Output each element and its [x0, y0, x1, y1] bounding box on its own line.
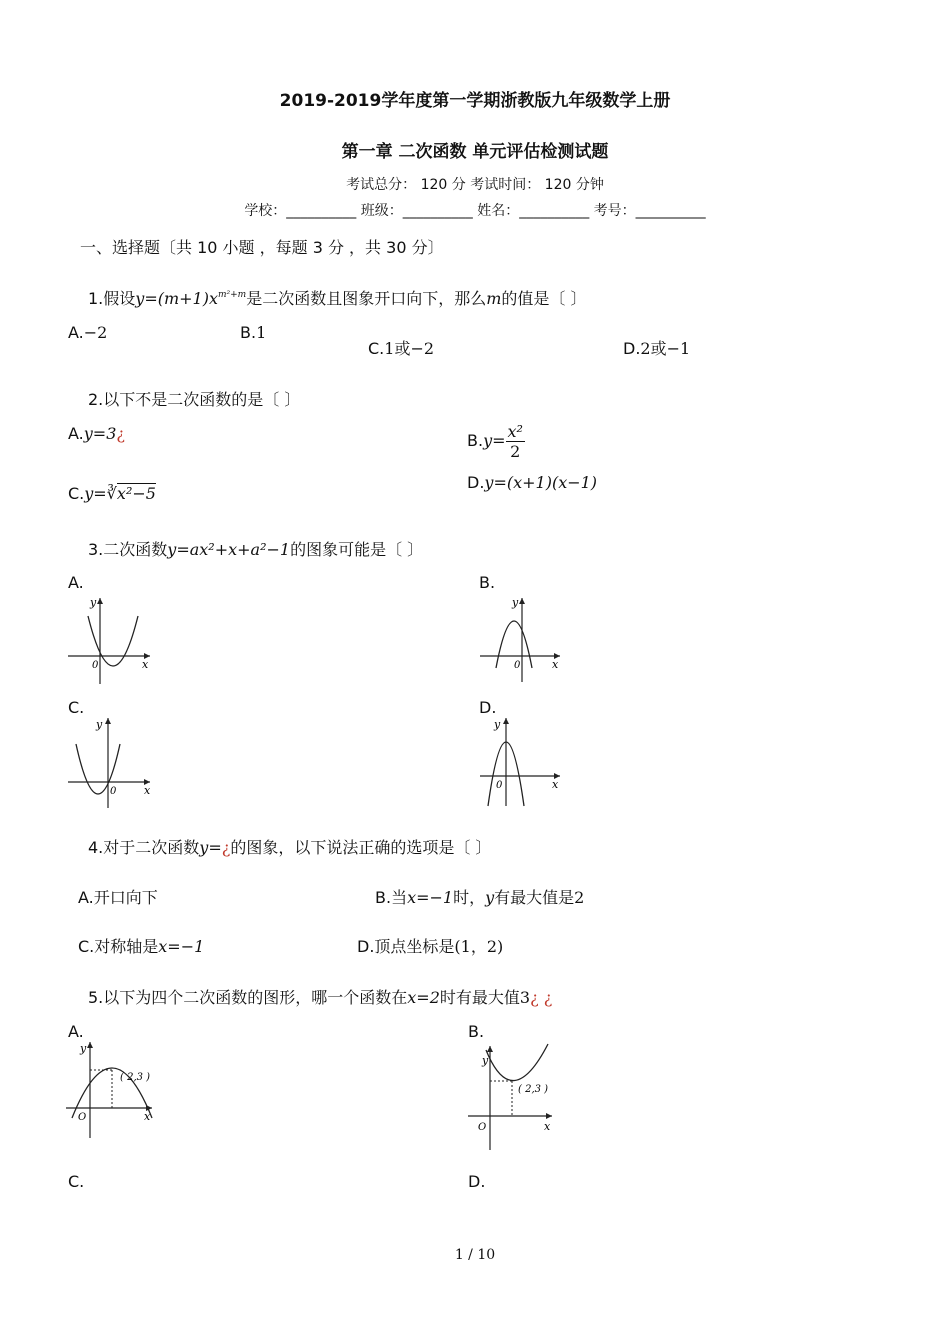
- q5-option-c-label[interactable]: C.: [68, 1172, 85, 1191]
- q2-option-c-label: C.: [68, 484, 85, 503]
- q2-option-b-numerator: x²: [507, 422, 523, 441]
- q4-option-b-value: 2: [574, 888, 585, 907]
- q3-b-origin-label: 0: [514, 660, 521, 671]
- q1-option-d-label: D.: [623, 339, 641, 358]
- q2-option-d[interactable]: [467, 473, 597, 492]
- q3-option-b-graph: [474, 592, 570, 686]
- q2-option-a-garble: ¿: [116, 424, 125, 443]
- q1-option-c-or: 或: [394, 339, 411, 358]
- q5-value: 3: [519, 988, 531, 1007]
- q5-b-origin-label: O: [478, 1122, 487, 1133]
- q2-option-c[interactable]: [68, 484, 156, 503]
- q5-a-y-label: y: [80, 1042, 87, 1055]
- q4-option-d-value: (1，2): [454, 937, 504, 956]
- q3-a-y-label: y: [90, 596, 97, 609]
- q1-number: 1.: [88, 289, 104, 308]
- q1-var: m: [486, 289, 502, 308]
- q4-option-b-text-2: 时，: [453, 888, 486, 907]
- q3-formula: y=ax²+x+a²−1: [167, 540, 291, 559]
- q2-option-a-label: A.: [68, 424, 84, 443]
- q1-option-d-value-1: 2: [640, 339, 651, 358]
- q2-option-d-label: D.: [467, 473, 485, 492]
- title-sub: 第一章 二次函数 单元评估检测试题: [341, 142, 609, 162]
- q5-option-d-label[interactable]: D.: [468, 1172, 486, 1191]
- q3-option-d-graph: [474, 714, 570, 808]
- q3-text-b: 的图象可能是〔 〕: [290, 540, 424, 559]
- q1-option-b[interactable]: [240, 323, 266, 342]
- q1-option-b-label: B.: [240, 323, 257, 342]
- q4-option-b-formula: x=−1: [407, 888, 454, 907]
- q5-text-b: 时有最大值: [439, 988, 520, 1007]
- q4-number: 4.: [88, 838, 104, 857]
- q3-d-x-label: x: [552, 778, 559, 791]
- q4-option-d-label: D.: [357, 937, 375, 956]
- q5-number: 5.: [88, 988, 104, 1007]
- q3-d-y-label: y: [494, 718, 501, 731]
- q4-option-c[interactable]: [78, 934, 204, 957]
- q1-option-d[interactable]: [623, 336, 690, 359]
- q5-a-origin-label: O: [78, 1112, 87, 1123]
- q3-c-y-label: y: [96, 718, 103, 731]
- q5-formula: x=2: [407, 988, 440, 1007]
- q3-c-origin-label: 0: [110, 786, 117, 797]
- q1-option-c-value-2: −2: [410, 339, 435, 358]
- q5-option-b-label[interactable]: B.: [468, 1022, 485, 1041]
- q2-option-b-denominator: 2: [510, 442, 521, 461]
- q1-text-c: 的值是〔 〕: [501, 289, 587, 308]
- q4-option-b-text-1: 当: [391, 888, 408, 907]
- q1-text-a: 假设: [103, 289, 136, 308]
- q1-option-d-value-2: −1: [666, 339, 691, 358]
- question-2: [88, 387, 300, 410]
- q4-option-a-text: 开口向下: [93, 888, 158, 907]
- q2-option-c-lhs: y=: [84, 484, 107, 503]
- q4-option-a[interactable]: [78, 885, 158, 908]
- q2-number: 2.: [88, 390, 104, 409]
- q3-option-c-label[interactable]: C.: [68, 698, 85, 717]
- q5-option-b-graph: [462, 1038, 572, 1154]
- q2-option-d-formula: y=(x+1)(x−1): [484, 473, 598, 492]
- q5-option-a-label[interactable]: A.: [68, 1022, 84, 1041]
- q5-text-a: 以下为四个二次函数的图形，哪一个函数在: [103, 988, 408, 1007]
- q2-option-a[interactable]: [68, 424, 125, 443]
- q5-b-x-label: x: [544, 1120, 551, 1133]
- question-1: [88, 286, 587, 309]
- q3-number: 3.: [88, 540, 104, 559]
- question-4: [88, 835, 491, 858]
- q4-option-c-text: 对称轴是: [94, 937, 159, 956]
- q3-option-c-graph: [62, 714, 158, 808]
- q2-option-a-formula: y=3: [83, 424, 117, 443]
- question-5: [88, 985, 552, 1008]
- q3-a-origin-label: 0: [92, 660, 99, 671]
- q4-option-b-text-3: 有最大值是: [494, 888, 575, 907]
- q4-option-d[interactable]: [357, 934, 503, 957]
- q2-option-b-fraction: [506, 422, 525, 461]
- q3-option-a-label[interactable]: A.: [68, 573, 84, 592]
- q4-option-c-formula: x=−1: [158, 937, 205, 956]
- q3-a-x-label: x: [142, 658, 149, 671]
- title-main: 2019-2019学年度第一学期浙教版九年级数学上册: [279, 91, 671, 111]
- q3-b-x-label: x: [552, 658, 559, 671]
- q3-option-a-graph: [62, 592, 158, 686]
- q1-option-a[interactable]: [68, 323, 107, 342]
- q1-option-d-or: 或: [650, 339, 667, 358]
- q4-option-b-var: y: [485, 888, 495, 907]
- q5-a-point-label: ( 2,3 ): [120, 1072, 151, 1083]
- q4-text-b: 的图象，以下说法正确的选项是〔 〕: [230, 838, 492, 857]
- q2-option-b-lhs: y=: [483, 431, 506, 450]
- q2-option-b-label: B.: [467, 431, 484, 450]
- q1-option-a-value: −2: [83, 323, 108, 342]
- exam-info: 考试总分： 120 分 考试时间： 120 分钟: [346, 177, 604, 193]
- q4-option-a-label: A.: [78, 888, 94, 907]
- q1-option-c-label: C.: [368, 339, 385, 358]
- q5-b-point-label: ( 2,3 ): [518, 1084, 549, 1095]
- q1-option-c-value-1: 1: [384, 339, 395, 358]
- q4-option-c-label: C.: [78, 937, 95, 956]
- q5-b-y-label: y: [482, 1054, 489, 1067]
- q1-text-b: 是二次函数且图象开口向下，那么: [246, 289, 487, 308]
- q1-exponent: m²+m: [218, 290, 247, 300]
- q3-d-origin-label: 0: [496, 780, 503, 791]
- q1-option-c[interactable]: [368, 336, 434, 359]
- q1-option-a-label: A.: [68, 323, 84, 342]
- q4-option-b-label: B.: [375, 888, 392, 907]
- q3-option-b-label[interactable]: B.: [479, 573, 496, 592]
- question-3: [88, 537, 423, 560]
- page-number: 1 / 10: [454, 1247, 496, 1263]
- root-sign-icon: ∛: [106, 484, 117, 503]
- q1-option-b-value: 1: [256, 323, 267, 342]
- q4-formula: y=: [199, 838, 222, 857]
- q5-garble: ¿ ¿: [530, 988, 553, 1007]
- q3-text-a: 二次函数: [103, 540, 168, 559]
- q1-formula: y=(m+1)x: [135, 289, 218, 308]
- q2-option-c-radicand: x²−5: [116, 484, 156, 503]
- student-info: 学校：__________ 班级：__________ 姓名：__________ 考号：__________: [244, 203, 706, 219]
- q4-garble: ¿: [221, 838, 231, 857]
- q3-b-y-label: y: [512, 596, 519, 609]
- q5-a-x-label: x: [144, 1110, 151, 1123]
- q4-option-d-text: 顶点坐标是: [374, 937, 455, 956]
- q4-text-a: 对于二次函数: [103, 838, 200, 857]
- q3-option-d-label[interactable]: D.: [479, 698, 497, 717]
- q2-option-b[interactable]: [467, 422, 525, 461]
- section-heading: 一、选择题〔共 10 小题 ，每题 3 分 ，共 30 分〕: [80, 238, 444, 257]
- q4-option-b[interactable]: [375, 885, 584, 908]
- q3-c-x-label: x: [144, 784, 151, 797]
- q2-text: 以下不是二次函数的是〔 〕: [103, 390, 301, 409]
- q5-option-a-graph: [62, 1038, 172, 1142]
